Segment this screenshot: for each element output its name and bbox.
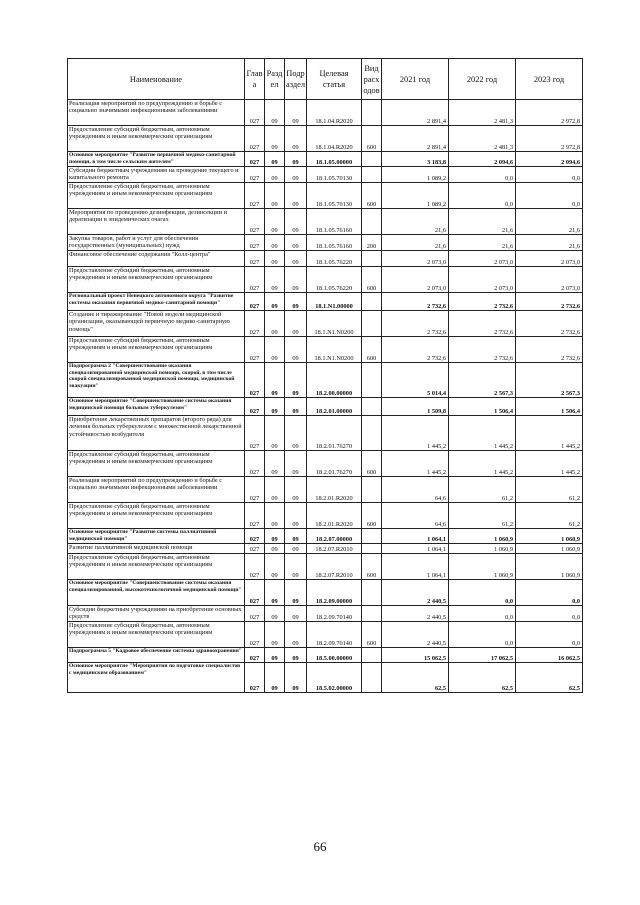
cell-target-article: 18.1.05.76220: [307, 267, 362, 293]
cell-glava: 027: [245, 293, 265, 311]
cell-razdel: 09: [265, 251, 285, 267]
cell-target-article: 18.2.01.76270: [307, 451, 362, 477]
cell-2022: 2 481,3: [449, 100, 516, 126]
header-name: Наименование: [68, 59, 245, 100]
cell-2022: 17 062,5: [449, 648, 516, 663]
cell-target-article: 18.2.07.00000: [307, 529, 362, 544]
cell-name: Предоставление субсидий бюджетным, автономным учреждениям и иным некоммерческим организациям: [68, 267, 245, 293]
cell-glava: 027: [245, 167, 265, 183]
cell-2021: 2 732,6: [382, 311, 449, 337]
cell-expense-type: [362, 167, 382, 183]
cell-podrazdel: 09: [285, 267, 307, 293]
cell-glava: 027: [245, 416, 265, 451]
cell-podrazdel: 09: [285, 529, 307, 544]
cell-2023: 2 972,8: [516, 126, 583, 152]
cell-glava: 027: [245, 554, 265, 580]
cell-razdel: 09: [265, 311, 285, 337]
cell-razdel: 09: [265, 126, 285, 152]
table-row: [68, 554, 583, 580]
cell-target-article: 18.2.00.00000: [307, 363, 362, 398]
cell-podrazdel: 09: [285, 209, 307, 235]
header-expense-type: Вид расх одов: [362, 59, 382, 100]
cell-podrazdel: 09: [285, 416, 307, 451]
cell-podrazdel: 09: [285, 622, 307, 648]
cell-expense-type: [362, 363, 382, 398]
cell-target-article: 18.2.09.70140: [307, 622, 362, 648]
cell-expense-type: 200: [362, 235, 382, 251]
cell-target-article: 18.1.N1.00000: [307, 293, 362, 311]
cell-2022: 1 060,9: [449, 529, 516, 544]
cell-podrazdel: 09: [285, 648, 307, 663]
cell-2021: 1 445,2: [382, 451, 449, 477]
cell-glava: 027: [245, 544, 265, 554]
budget-document: [67, 58, 582, 693]
cell-2023: 0,0: [516, 606, 583, 622]
cell-2021: 62,5: [382, 663, 449, 693]
cell-glava: 027: [245, 235, 265, 251]
table-row: [68, 544, 583, 554]
cell-2021: 2 732,6: [382, 293, 449, 311]
cell-2022: 1 445,2: [449, 416, 516, 451]
cell-2021: 21,6: [382, 235, 449, 251]
cell-expense-type: [362, 251, 382, 267]
cell-2022: 61,2: [449, 503, 516, 529]
cell-razdel: 09: [265, 477, 285, 503]
table-row: [68, 606, 583, 622]
cell-name: Предоставление субсидий бюджетным, автономным учреждениям и иным некоммерческим организациям: [68, 622, 245, 648]
cell-2021: 1 445,2: [382, 416, 449, 451]
cell-glava: 027: [245, 100, 265, 126]
cell-name: Региональный проект Ненецкого автономного округа "Развитие системы оказания первичной медико-санитарной помощи": [68, 293, 245, 311]
cell-2021: 2 891,4: [382, 126, 449, 152]
cell-target-article: 18.2.09.70140: [307, 606, 362, 622]
cell-2023: 61,2: [516, 503, 583, 529]
cell-target-article: 18.1.04.R2020: [307, 126, 362, 152]
cell-2021: 2 440,5: [382, 606, 449, 622]
cell-razdel: 09: [265, 580, 285, 606]
cell-razdel: 09: [265, 648, 285, 663]
cell-glava: 027: [245, 580, 265, 606]
cell-podrazdel: 09: [285, 451, 307, 477]
table-row: [68, 293, 583, 311]
cell-razdel: 09: [265, 209, 285, 235]
cell-podrazdel: 09: [285, 100, 307, 126]
cell-expense-type: [362, 477, 382, 503]
table-row: [68, 267, 583, 293]
table-row: [68, 100, 583, 126]
header-glava: Глав а: [245, 59, 265, 100]
cell-2021: 2 732,6: [382, 337, 449, 363]
cell-2022: 2 073,0: [449, 267, 516, 293]
cell-expense-type: [362, 311, 382, 337]
cell-2022: 0,0: [449, 580, 516, 606]
cell-name: Субсидии бюджетным учреждениям на проведение текущего и капитального ремонта: [68, 167, 245, 183]
cell-glava: 027: [245, 648, 265, 663]
cell-glava: 027: [245, 251, 265, 267]
header-2022: 2022 год: [449, 59, 516, 100]
cell-2021: 2 440,5: [382, 580, 449, 606]
cell-2021: 2 440,5: [382, 622, 449, 648]
header-razdel: Разд ел: [265, 59, 285, 100]
cell-target-article: 18.1.05.00000: [307, 152, 362, 167]
table-row: [68, 477, 583, 503]
cell-2021: 1 509,8: [382, 398, 449, 416]
cell-podrazdel: 09: [285, 663, 307, 693]
cell-name: Приобретение лекарственных препаратов (второго ряда) для лечения больных туберкулезом с множественной лекарственной устойчивостью возбудителя: [68, 416, 245, 451]
cell-2023: 2 073,0: [516, 267, 583, 293]
cell-podrazdel: 09: [285, 167, 307, 183]
table-row: [68, 363, 583, 398]
cell-expense-type: [362, 606, 382, 622]
cell-glava: 027: [245, 209, 265, 235]
table-row: [68, 529, 583, 544]
cell-name: Реализация мероприятий по предупреждению и борьбе с социально значимыми инфекционными заболеваниями: [68, 100, 245, 126]
cell-name: Предоставление субсидий бюджетным, автономным учреждениям и иным некоммерческим организациям: [68, 337, 245, 363]
cell-expense-type: 600: [362, 451, 382, 477]
cell-target-article: 18.1.05.70130: [307, 167, 362, 183]
cell-target-article: 18.1.05.76160: [307, 209, 362, 235]
cell-target-article: 18.1.05.70130: [307, 183, 362, 209]
cell-name: Создание и тиражирование "Новой модели медицинской организации, оказывающей первичную медико-санитарную помощь": [68, 311, 245, 337]
cell-2021: 2 891,4: [382, 100, 449, 126]
cell-name: Предоставление субсидий бюджетным, автономным учреждениям и иным некоммерческим организациям: [68, 503, 245, 529]
cell-podrazdel: 09: [285, 126, 307, 152]
cell-2023: 2 094,6: [516, 152, 583, 167]
cell-podrazdel: 09: [285, 235, 307, 251]
cell-2021: 3 183,8: [382, 152, 449, 167]
cell-target-article: 18.1.05.76160: [307, 235, 362, 251]
cell-target-article: 18.5.02.00000: [307, 663, 362, 693]
cell-glava: 027: [245, 451, 265, 477]
table-row: [68, 648, 583, 663]
cell-2023: 0,0: [516, 183, 583, 209]
cell-2023: 2 972,8: [516, 100, 583, 126]
table-row: [68, 235, 583, 251]
cell-2023: 62,5: [516, 663, 583, 693]
cell-glava: 027: [245, 267, 265, 293]
table-row: [68, 152, 583, 167]
cell-name: Подпрограмма 5 "Кадровое обеспечение системы здравоохранения": [68, 648, 245, 663]
table-row: [68, 167, 583, 183]
cell-2022: 21,6: [449, 209, 516, 235]
cell-2022: 1 445,2: [449, 451, 516, 477]
cell-2023: 21,6: [516, 235, 583, 251]
cell-podrazdel: 09: [285, 554, 307, 580]
cell-expense-type: [362, 209, 382, 235]
cell-razdel: 09: [265, 606, 285, 622]
cell-2022: 0,0: [449, 167, 516, 183]
cell-expense-type: 600: [362, 183, 382, 209]
cell-name: Предоставление субсидий бюджетным, автономным учреждениям и иным некоммерческим организациям: [68, 554, 245, 580]
cell-2021: 1 064,1: [382, 554, 449, 580]
cell-podrazdel: 09: [285, 311, 307, 337]
cell-razdel: 09: [265, 663, 285, 693]
cell-name: Финансовое обеспечение содержания "Колл-центра": [68, 251, 245, 267]
header-target-article: Целевая статья: [307, 59, 362, 100]
cell-target-article: 18.2.01.R2020: [307, 477, 362, 503]
cell-expense-type: [362, 152, 382, 167]
table-row: [68, 337, 583, 363]
cell-razdel: 09: [265, 152, 285, 167]
cell-2021: 5 014,4: [382, 363, 449, 398]
cell-2023: 2 732,6: [516, 337, 583, 363]
cell-2023: 61,2: [516, 477, 583, 503]
cell-2022: 0,0: [449, 606, 516, 622]
cell-2023: 0,0: [516, 580, 583, 606]
header-podrazdel: Подр аздел: [285, 59, 307, 100]
table-row: [68, 126, 583, 152]
cell-glava: 027: [245, 311, 265, 337]
cell-2021: 1 064,1: [382, 544, 449, 554]
cell-razdel: 09: [265, 398, 285, 416]
cell-target-article: 18.2.01.76270: [307, 416, 362, 451]
cell-2022: 21,6: [449, 235, 516, 251]
cell-podrazdel: 09: [285, 363, 307, 398]
cell-podrazdel: 09: [285, 293, 307, 311]
cell-podrazdel: 09: [285, 183, 307, 209]
cell-expense-type: [362, 416, 382, 451]
table-row: [68, 622, 583, 648]
cell-target-article: 18.2.01.00000: [307, 398, 362, 416]
cell-2021: 21,6: [382, 209, 449, 235]
cell-name: Предоставление субсидий бюджетным, автономным учреждениям и иным некоммерческим организациям: [68, 183, 245, 209]
cell-razdel: 09: [265, 235, 285, 251]
cell-target-article: 18.1.N1.N0200: [307, 337, 362, 363]
cell-podrazdel: 09: [285, 337, 307, 363]
cell-2022: 62,5: [449, 663, 516, 693]
cell-expense-type: 600: [362, 622, 382, 648]
cell-2021: 64,6: [382, 477, 449, 503]
cell-2023: 1 445,2: [516, 451, 583, 477]
cell-razdel: 09: [265, 503, 285, 529]
cell-name: Подпрограмма 2 "Совершенствование оказания специализированной медицинской помощи, скорой, в том числе скорой специализированной медицинской помощи, медицинской эвакуации": [68, 363, 245, 398]
budget-table: [67, 58, 583, 693]
cell-name: Основное мероприятие "Совершенствование системы оказания медицинской помощи больным туберкулезом": [68, 398, 245, 416]
cell-razdel: 09: [265, 544, 285, 554]
cell-target-article: 18.2.07.R2010: [307, 544, 362, 554]
cell-podrazdel: 09: [285, 251, 307, 267]
cell-expense-type: 600: [362, 503, 382, 529]
cell-expense-type: [362, 100, 382, 126]
cell-glava: 027: [245, 622, 265, 648]
cell-expense-type: 600: [362, 554, 382, 580]
cell-glava: 027: [245, 503, 265, 529]
cell-2023: 2 732,6: [516, 311, 583, 337]
cell-podrazdel: 09: [285, 398, 307, 416]
cell-razdel: 09: [265, 337, 285, 363]
cell-2023: 0,0: [516, 167, 583, 183]
cell-name: Основное мероприятие "Развитие системы паллиативной медицинской помощи": [68, 529, 245, 544]
table-row: [68, 251, 583, 267]
header-row: [68, 59, 583, 100]
cell-glava: 027: [245, 398, 265, 416]
cell-name: Предоставление субсидий бюджетным, автономным учреждениям и иным некоммерческим организациям: [68, 451, 245, 477]
table-row: [68, 663, 583, 693]
page-number: 66: [313, 839, 327, 854]
cell-glava: 027: [245, 152, 265, 167]
cell-2021: 1 064,1: [382, 529, 449, 544]
cell-target-article: 18.5.00.00000: [307, 648, 362, 663]
cell-target-article: 18.2.01.R2020: [307, 503, 362, 529]
table-row: [68, 416, 583, 451]
cell-target-article: 18.1.N1.N0200: [307, 311, 362, 337]
cell-name: Закупка товаров, работ и услуг для обеспечения государственных (муниципальных) нужд: [68, 235, 245, 251]
cell-expense-type: [362, 293, 382, 311]
table-row: [68, 503, 583, 529]
cell-name: Основное мероприятие "Мероприятия по подготовке специалистов с медицинским образованием": [68, 663, 245, 693]
cell-2021: 15 062,5: [382, 648, 449, 663]
cell-razdel: 09: [265, 363, 285, 398]
cell-name: Субсидии бюджетным учреждениям на приобретение основных средств: [68, 606, 245, 622]
cell-razdel: 09: [265, 529, 285, 544]
cell-2023: 1 445,2: [516, 416, 583, 451]
table-row: [68, 580, 583, 606]
cell-2022: 2 073,0: [449, 251, 516, 267]
cell-2022: 61,2: [449, 477, 516, 503]
header-2023: 2023 год: [516, 59, 583, 100]
cell-razdel: 09: [265, 554, 285, 580]
cell-expense-type: [362, 580, 382, 606]
cell-2023: 1 060,9: [516, 544, 583, 554]
cell-2023: 2 732,6: [516, 293, 583, 311]
cell-name: Реализация мероприятий по предупреждению и борьбе с социально значимыми инфекционными заболеваниями: [68, 477, 245, 503]
cell-2021: 2 073,0: [382, 251, 449, 267]
cell-2022: 1 060,9: [449, 544, 516, 554]
cell-expense-type: 600: [362, 126, 382, 152]
cell-razdel: 09: [265, 183, 285, 209]
header-2021: 2021 год: [382, 59, 449, 100]
cell-2022: 2 567,3: [449, 363, 516, 398]
cell-2022: 2 732,6: [449, 337, 516, 363]
table-row: [68, 398, 583, 416]
cell-expense-type: [362, 398, 382, 416]
cell-2023: 1 060,9: [516, 529, 583, 544]
cell-glava: 027: [245, 126, 265, 152]
cell-glava: 027: [245, 477, 265, 503]
cell-expense-type: [362, 663, 382, 693]
cell-2023: 1 060,9: [516, 554, 583, 580]
cell-razdel: 09: [265, 416, 285, 451]
cell-2022: 1 060,9: [449, 554, 516, 580]
table-row: [68, 451, 583, 477]
cell-2023: 2 567,3: [516, 363, 583, 398]
cell-razdel: 09: [265, 293, 285, 311]
cell-target-article: 18.2.09.00000: [307, 580, 362, 606]
cell-podrazdel: 09: [285, 152, 307, 167]
table-row: [68, 311, 583, 337]
cell-target-article: 18.2.07.R2010: [307, 554, 362, 580]
cell-2022: 2 094,6: [449, 152, 516, 167]
cell-glava: 027: [245, 663, 265, 693]
cell-glava: 027: [245, 529, 265, 544]
cell-2021: 1 089,2: [382, 167, 449, 183]
cell-podrazdel: 09: [285, 503, 307, 529]
cell-2022: 1 506,4: [449, 398, 516, 416]
cell-razdel: 09: [265, 622, 285, 648]
cell-2022: 2 732,6: [449, 293, 516, 311]
cell-2023: 2 073,0: [516, 251, 583, 267]
cell-expense-type: 600: [362, 337, 382, 363]
cell-2023: 16 062,5: [516, 648, 583, 663]
cell-2023: 0,0: [516, 622, 583, 648]
cell-glava: 027: [245, 337, 265, 363]
cell-glava: 027: [245, 183, 265, 209]
cell-2022: 0,0: [449, 622, 516, 648]
cell-glava: 027: [245, 363, 265, 398]
cell-expense-type: [362, 648, 382, 663]
cell-name: Развитие паллиативной медицинской помощи: [68, 544, 245, 554]
cell-2021: 1 089,2: [382, 183, 449, 209]
cell-2021: 2 073,0: [382, 267, 449, 293]
cell-2023: 21,6: [516, 209, 583, 235]
cell-glava: 027: [245, 606, 265, 622]
cell-podrazdel: 09: [285, 544, 307, 554]
cell-podrazdel: 09: [285, 606, 307, 622]
cell-2022: 2 732,6: [449, 311, 516, 337]
cell-2022: 0,0: [449, 183, 516, 209]
cell-2021: 64,6: [382, 503, 449, 529]
cell-name: Основное мероприятие "Совершенствование системы оказания специализированной, высокотехнологичной медицинской помощи": [68, 580, 245, 606]
cell-expense-type: [362, 529, 382, 544]
cell-2023: 1 506,4: [516, 398, 583, 416]
cell-name: Предоставление субсидий бюджетным, автономным учреждениям и иным некоммерческим организациям: [68, 126, 245, 152]
cell-razdel: 09: [265, 267, 285, 293]
cell-expense-type: [362, 544, 382, 554]
cell-name: Мероприятия по проведению дезинфекции, дезинсекции и дератизации в эпидемических очагах: [68, 209, 245, 235]
table-row: [68, 183, 583, 209]
cell-razdel: 09: [265, 167, 285, 183]
cell-target-article: 18.1.05.76220: [307, 251, 362, 267]
cell-razdel: 09: [265, 451, 285, 477]
cell-podrazdel: 09: [285, 580, 307, 606]
cell-expense-type: 600: [362, 267, 382, 293]
cell-target-article: 18.1.04.R2020: [307, 100, 362, 126]
cell-razdel: 09: [265, 100, 285, 126]
cell-name: Основное мероприятие "Развитие первичной медико-санитарной помощи, в том числе сельским жителям": [68, 152, 245, 167]
cell-podrazdel: 09: [285, 477, 307, 503]
table-row: [68, 209, 583, 235]
cell-2022: 2 481,3: [449, 126, 516, 152]
